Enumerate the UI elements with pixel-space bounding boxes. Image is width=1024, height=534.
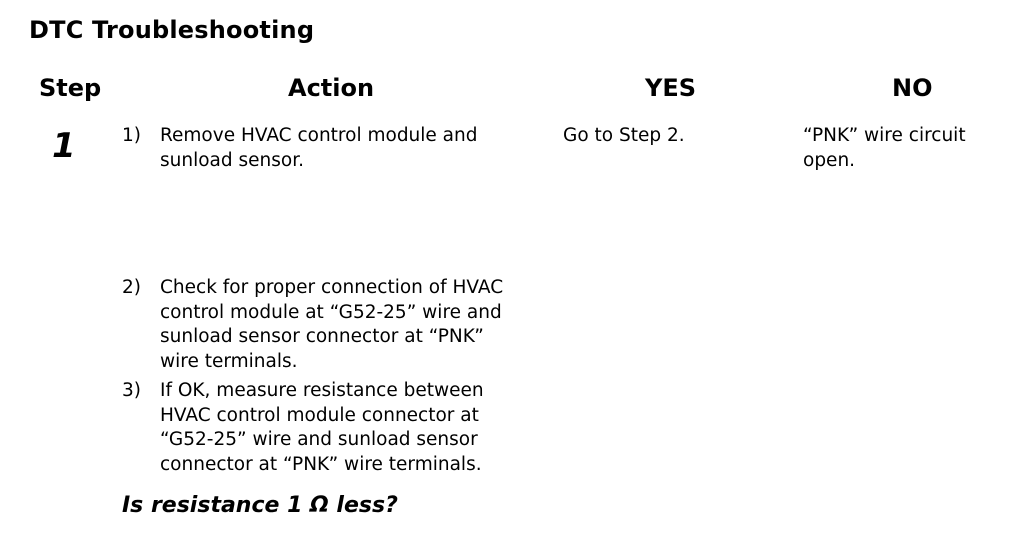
action-item-2-text: Check for proper connection of HVAC control module at “G52-25” wire and sunload sensor connector at “PNK” wire terminals. xyxy=(160,277,504,372)
action-item-1-number: 1) xyxy=(122,125,141,146)
check-question: Is resistance 1 Ω less? xyxy=(122,493,398,518)
action-item-3-text: If OK, measure resistance between HVAC control module connector at “G52-25” wire and sunload sensor connector at “PNK” wire terminals. xyxy=(160,380,484,475)
column-header-yes: YES xyxy=(645,74,697,102)
column-header-step: Step xyxy=(39,74,102,102)
page-title: DTC Troubleshooting xyxy=(29,16,315,44)
column-header-no: NO xyxy=(892,74,933,102)
action-item-3-number: 3) xyxy=(122,380,141,401)
no-result: “PNK” wire circuit open. xyxy=(803,125,966,171)
step-number: 1 xyxy=(52,126,76,166)
action-item-1-text: Remove HVAC control module and sunload sensor. xyxy=(160,125,478,171)
action-item-2-number: 2) xyxy=(122,277,141,298)
yes-result: Go to Step 2. xyxy=(563,125,685,146)
column-header-action: Action xyxy=(288,74,375,102)
